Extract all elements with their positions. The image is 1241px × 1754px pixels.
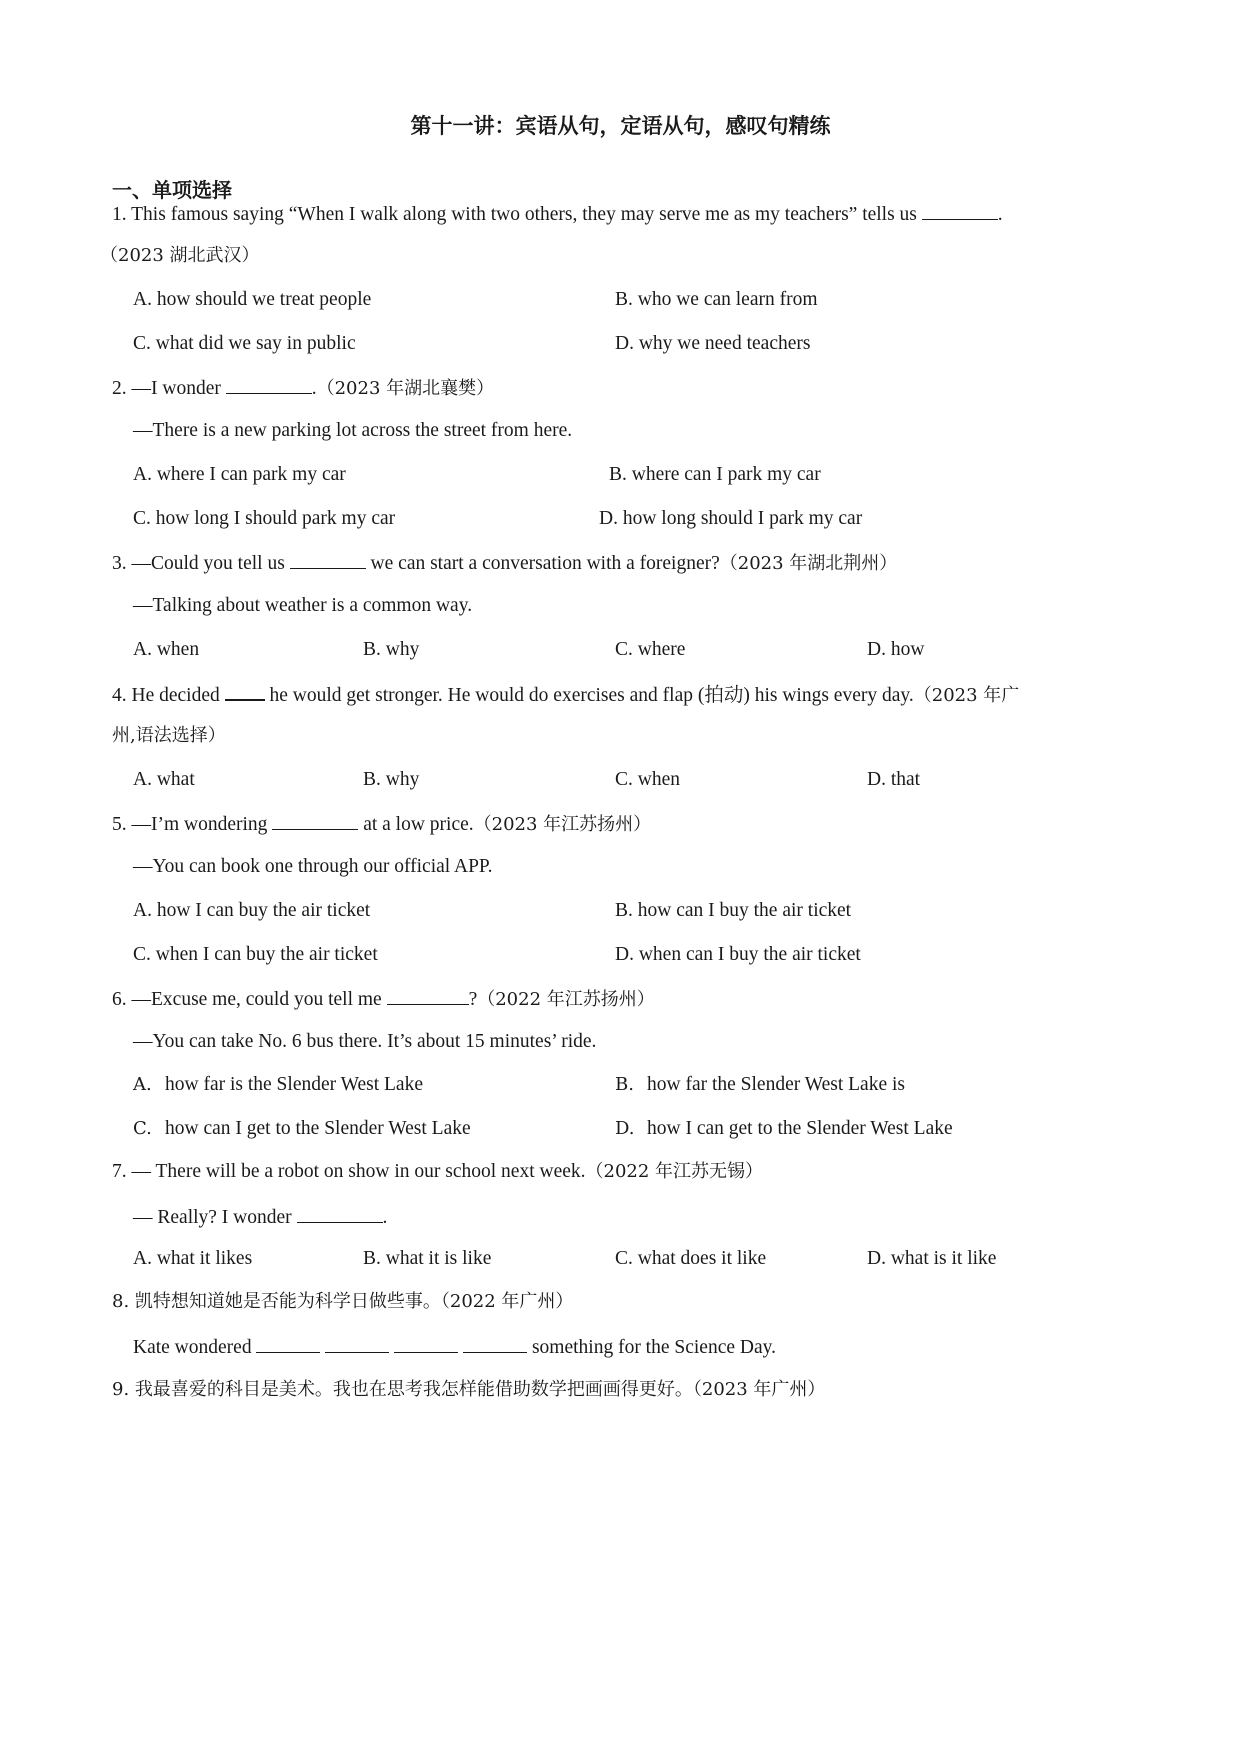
option-c: C. where <box>615 639 686 660</box>
question-5-stem <box>112 813 651 835</box>
question-7-reply <box>133 1206 387 1228</box>
answer-blank <box>272 813 358 830</box>
question-after: we can start a conversation with a foreigner? <box>365 553 720 574</box>
answer-suffix: something for the Science Day. <box>527 1337 776 1358</box>
answer-blank-3 <box>394 1336 458 1353</box>
question-1-stem <box>112 203 1003 225</box>
question-6-reply: —You can take No. 6 bus there. It’s about 15 minutes’ ride. <box>133 1031 597 1052</box>
question-source: （2022 年广州） <box>440 1291 574 1312</box>
option-c: C. how long I should park my car <box>133 508 396 529</box>
question-end: . <box>997 204 1003 225</box>
option-d: D. what is it like <box>867 1248 997 1269</box>
option-text: how far is the Slender West Lake <box>165 1074 423 1095</box>
option-c: C. when <box>615 769 680 790</box>
question-3-reply: —Talking about weather is a common way. <box>133 595 473 616</box>
page-title: 第十一讲：宾语从句，定语从句，感叹句精练 <box>410 114 831 138</box>
question-1-source: （2023 湖北武汉） <box>100 245 260 266</box>
option-c <box>133 1119 471 1139</box>
option-text: how can I get to the Slender West Lake <box>165 1118 471 1139</box>
option-letter: C. <box>133 1118 152 1139</box>
option-a: A. how I can buy the air ticket <box>133 900 371 921</box>
option-a: A. where I can park my car <box>133 464 346 485</box>
option-a: A. what <box>133 769 195 790</box>
question-text: 9. 我最喜爱的科目是美术。我也在思考我怎样能借助数学把画画得更好。 <box>112 1379 693 1400</box>
question-4-stem <box>112 683 1019 706</box>
option-d <box>615 1119 953 1139</box>
question-5-reply: —You can book one through our official APP. <box>133 856 493 877</box>
option-b: B. what it is like <box>363 1248 492 1269</box>
option-b <box>615 1075 905 1095</box>
option-text: how I can get to the Slender West Lake <box>647 1118 953 1139</box>
option-c: C. what did we say in public <box>133 333 356 354</box>
question-6-stem <box>112 988 655 1010</box>
question-after: he would get stronger. He would do exercises and flap (拍动) his wings every day. <box>264 685 914 706</box>
option-d: D. why we need teachers <box>615 333 811 354</box>
question-source: （2023 年湖北襄樊） <box>316 378 495 399</box>
answer-prefix: Kate wondered <box>133 1337 257 1358</box>
question-source: （2023 年湖北荆州） <box>719 553 898 574</box>
question-text: 5. —I’m wondering <box>112 814 273 835</box>
option-b: B. why <box>363 769 420 790</box>
question-text: 2. —I wonder <box>112 378 226 399</box>
question-4-source-cont: 州,语法选择） <box>112 725 226 746</box>
question-3-stem <box>112 552 897 574</box>
option-d: D. that <box>867 769 921 790</box>
option-letter: B. <box>615 1074 634 1095</box>
option-b: B. where can I park my car <box>609 464 821 485</box>
question-2-reply: —There is a new parking lot across the street from here. <box>133 420 573 441</box>
question-7-stem <box>112 1162 763 1182</box>
question-text: 8. 凯特想知道她是否能为科学日做些事。 <box>112 1291 441 1312</box>
question-source: （2023 年江苏扬州） <box>473 814 652 835</box>
reply-end: . <box>382 1207 388 1228</box>
option-b: B. why <box>363 639 420 660</box>
question-text: 3. —Could you tell us <box>112 553 290 574</box>
question-after: at a low price. <box>358 814 474 835</box>
option-a: A. how should we treat people <box>133 289 372 310</box>
question-source: （2022 年江苏扬州） <box>477 989 655 1010</box>
question-8-answer-line <box>133 1336 776 1358</box>
option-d: D. how <box>867 639 925 660</box>
option-c: C. what does it like <box>615 1248 767 1269</box>
option-b: B. who we can learn from <box>615 289 818 310</box>
option-d: D. how long should I park my car <box>599 508 863 529</box>
question-9-stem <box>112 1380 825 1400</box>
question-2-stem <box>112 377 494 399</box>
answer-blank-1 <box>256 1336 320 1353</box>
option-d: D. when can I buy the air ticket <box>615 944 861 965</box>
answer-blank <box>297 1206 383 1223</box>
answer-blank-4 <box>463 1336 527 1353</box>
answer-blank <box>226 377 312 394</box>
question-text: 7. — There will be a robot on show in our school next week. <box>112 1161 586 1182</box>
option-c: C. when I can buy the air ticket <box>133 944 378 965</box>
question-8-stem <box>112 1292 573 1312</box>
reply-text: — Really? I wonder <box>133 1207 297 1228</box>
option-letter: A. <box>133 1074 152 1095</box>
question-after: ? <box>468 989 478 1010</box>
option-text: how far the Slender West Lake is <box>647 1074 905 1095</box>
question-text: 1. This famous saying “When I walk along with two others, they may serve me as my teachers” tells us <box>112 204 922 225</box>
option-a <box>133 1075 423 1095</box>
option-a: A. when <box>133 639 200 660</box>
answer-blank-2 <box>325 1336 389 1353</box>
answer-blank <box>225 683 265 701</box>
question-source: （2022 年江苏无锡） <box>585 1161 764 1182</box>
question-text: 4. He decided <box>112 685 225 706</box>
option-letter: D. <box>615 1118 635 1139</box>
option-a: A. what it likes <box>133 1248 253 1269</box>
question-source: （2023 年广 <box>913 685 1020 706</box>
section-heading: 一、单项选择 <box>112 178 232 202</box>
question-source: （2023 年广州） <box>692 1379 826 1400</box>
question-text: 6. —Excuse me, could you tell me <box>112 989 387 1010</box>
answer-blank <box>290 552 366 569</box>
question-after: . <box>311 378 317 399</box>
answer-blank <box>387 988 469 1005</box>
answer-blank <box>922 203 998 220</box>
option-b: B. how can I buy the air ticket <box>615 900 852 921</box>
